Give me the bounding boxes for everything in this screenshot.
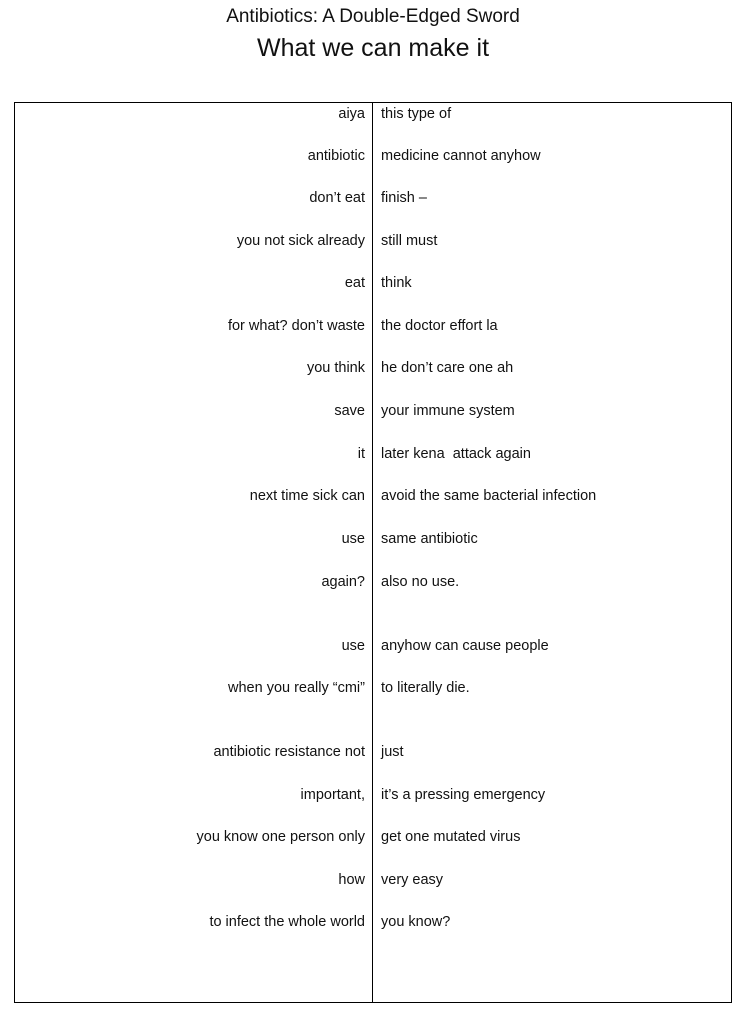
poem-table: [14, 102, 732, 1003]
right-cell: the doctor effort la: [381, 318, 498, 334]
right-cell: medicine cannot anyhow: [381, 148, 541, 164]
table-row: [15, 148, 731, 168]
table-row: [15, 531, 731, 551]
right-cell: he don’t care one ah: [381, 360, 514, 376]
left-cell: you know one person only: [196, 829, 365, 845]
left-cell: next time sick can: [249, 488, 365, 504]
right-cell: later kena attack again: [381, 446, 531, 462]
right-cell: finish –: [381, 190, 427, 206]
left-cell: antibiotic resistance not: [213, 744, 365, 760]
table-row: [15, 360, 731, 380]
left-cell: when you really “cmi”: [228, 680, 365, 696]
right-cell: to literally die.: [381, 680, 470, 696]
table-row: [15, 190, 731, 210]
table-row: [15, 275, 731, 295]
left-cell: how: [338, 872, 365, 888]
right-cell: still must: [381, 233, 438, 249]
table-row: [15, 574, 731, 594]
table-row: [15, 446, 731, 466]
table-row: [15, 638, 731, 658]
table-row: [15, 680, 731, 700]
table-row: [15, 872, 731, 892]
left-cell: important,: [300, 787, 365, 803]
right-cell: very easy: [381, 872, 444, 888]
right-cell: think: [381, 275, 412, 291]
document-title: Antibiotics: A Double-Edged Sword: [226, 6, 520, 27]
right-cell: just: [381, 744, 404, 760]
left-cell: to infect the whole world: [209, 914, 365, 930]
left-cell: it: [357, 446, 365, 462]
right-cell: also no use.: [381, 574, 460, 590]
table-row: [15, 744, 731, 764]
left-cell: again?: [321, 574, 365, 590]
right-cell: anyhow can cause people: [381, 638, 549, 654]
table-row: [15, 106, 731, 126]
table-row: [15, 914, 731, 934]
document-subtitle: What we can make it: [256, 34, 490, 62]
left-cell: aiya: [338, 106, 365, 122]
right-cell: same antibiotic: [381, 531, 478, 547]
left-cell: antibiotic: [307, 148, 365, 164]
left-cell: eat: [344, 275, 365, 291]
left-cell: use: [341, 531, 365, 547]
table-row: [15, 318, 731, 338]
right-cell: your immune system: [381, 403, 515, 419]
left-cell: use: [341, 638, 365, 654]
table-row: [15, 403, 731, 423]
left-cell: you think: [306, 360, 365, 376]
left-cell: save: [334, 403, 365, 419]
right-cell: this type of: [381, 106, 452, 122]
left-cell: don’t eat: [309, 190, 365, 206]
right-cell: get one mutated virus: [381, 829, 521, 845]
table-row: [15, 829, 731, 849]
table-row: [15, 488, 731, 508]
table-row: [15, 787, 731, 807]
table-row: [15, 233, 731, 253]
left-cell: you not sick already: [236, 233, 365, 249]
left-cell: for what? don’t waste: [227, 318, 365, 334]
right-cell: avoid the same bacterial infection: [381, 488, 597, 504]
right-cell: it’s a pressing emergency: [381, 787, 546, 803]
right-cell: you know?: [381, 914, 451, 930]
